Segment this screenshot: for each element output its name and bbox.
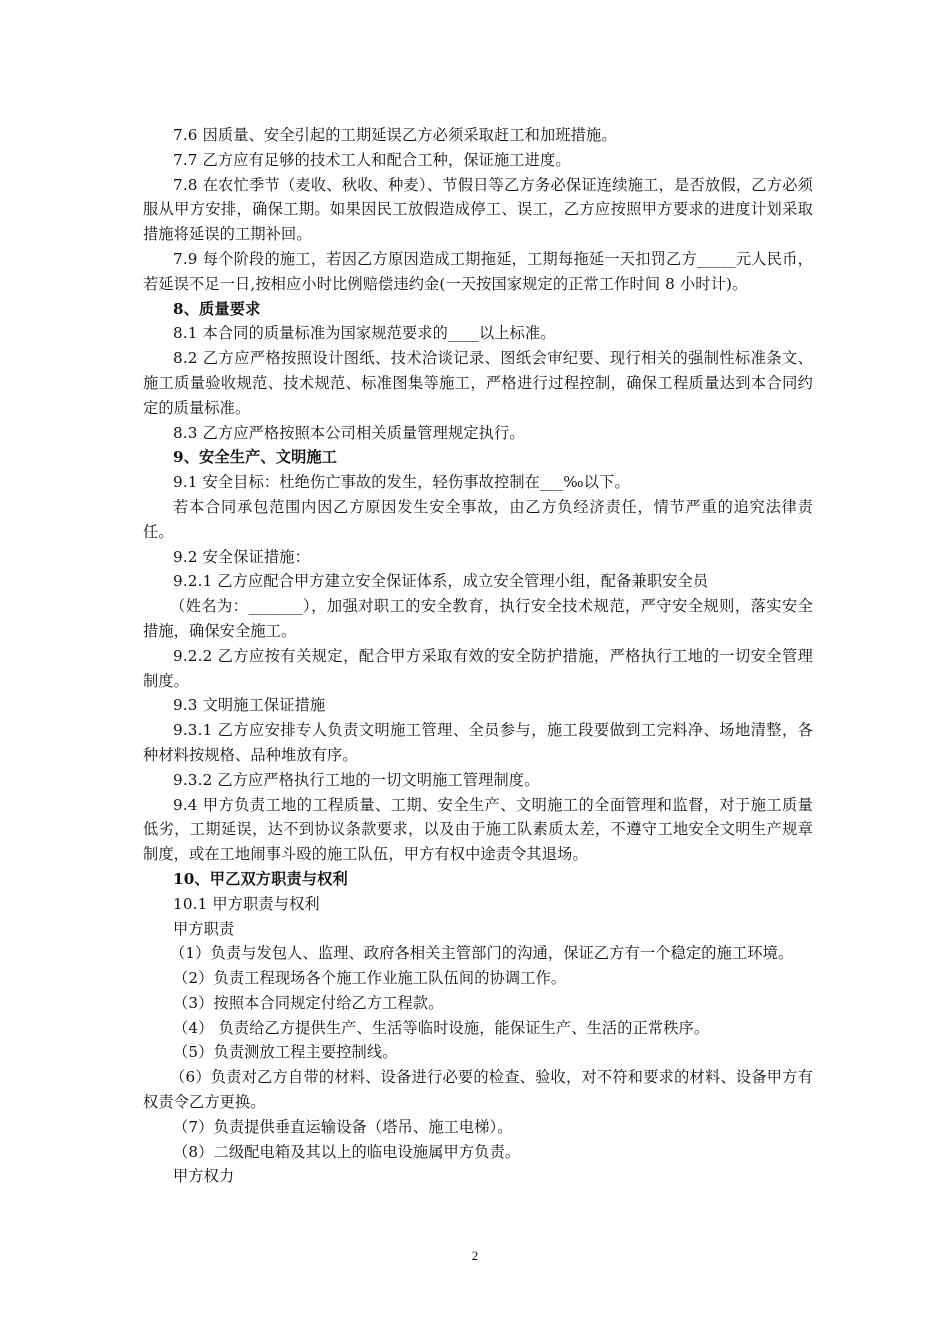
party-a-duty-4: （4） 负责给乙方提供生产、生活等临时设施，能保证生产、生活的正常秩序。 — [173, 1018, 710, 1037]
party-a-rights-heading: 甲方权力 — [173, 1167, 235, 1186]
party-a-duty-1: （1）负责与发包人、监理、政府各相关主管部门的沟通，保证乙方有一个稳定的施工环境。 — [170, 944, 794, 963]
clause-9-4: 9.4 甲方负责工地的工程质量、工期、安全生产、文明施工的全面管理和监督，对于施工质量低劣，工期延误，达不到协议条款要求，以及由于施工队素质太差，不遵守工地安全文明生产规章制度，或在工地闹事斗殴的施工队伍，甲方有权中途责令其退场。 — [143, 795, 813, 864]
clause-9-3: 9.3 文明施工保证措施 — [173, 696, 326, 715]
party-a-duty-8: （8）二级配电箱及其以上的临电设施属甲方负责。 — [173, 1142, 521, 1161]
clause-7-8: 7.8 在农忙季节（麦收、秋收、种麦）、节假日等乙方务必保证连续施工，是否放假，乙方必须服从甲方安排，确保工期。如果因民工放假造成停工、误工，乙方应按照甲方要求的进度计划采取措施将延误的工期补回。 — [143, 175, 813, 244]
clause-8-2: 8.2 乙方应严格按照设计图纸、技术洽谈记录、图纸会审纪要、现行相关的强制性标准条文、施工质量验收规范、技术规范、标准图集等施工，严格进行过程控制，确保工程质量达到本合同约定的质量标准。 — [143, 349, 813, 417]
party-a-duties-heading: 甲方职责 — [173, 919, 235, 938]
page-number: 2 — [471, 1248, 479, 1263]
clause-9-2-2: 9.2.2 乙方应按有关规定，配合甲方采取有效的安全防护措施，严格执行工地的一切安全管理制度。 — [143, 646, 813, 690]
section-heading-9: 9、安全生产、文明施工 — [173, 448, 338, 467]
clause-9-2-1-continued: （姓名为：_______），加强对职工的安全教育，执行安全技术规范，严守安全规则，落实安全措施，确保安全施工。 — [143, 597, 813, 640]
clause-7-6: 7.6 因质量、安全引起的工期延误乙方必须采取赶工和加班措施。 — [173, 126, 617, 144]
party-a-duty-7: （7）负责提供垂直运输设备（塔吊、施工电梯）。 — [173, 1117, 513, 1136]
clause-7-7: 7.7 乙方应有足够的技术工人和配合工种，保证施工进度。 — [173, 150, 571, 169]
section-heading-8: 8、质量要求 — [173, 299, 261, 318]
party-a-duty-6: （6）负责对乙方自带的材料、设备进行必要的检查、验收，对不符和要求的材料、设备甲方有权责令乙方更换。 — [143, 1068, 813, 1112]
clause-9-2-1: 9.2.1 乙方应配合甲方建立安全保证体系，成立安全管理小组，配备兼职安全员 — [173, 572, 709, 591]
clause-9-1-liability: 若本合同承包范围内因乙方原因发生安全事故，由乙方负经济责任，情节严重的追究法律责任。 — [143, 497, 813, 541]
clause-10-1: 10.1 甲方职责与权利 — [173, 894, 320, 913]
clause-9-2: 9.2 安全保证措施： — [173, 547, 310, 566]
party-a-duty-3: （3）按照本合同规定付给乙方工程款。 — [173, 993, 444, 1012]
party-a-duty-5: （5）负责测放工程主要控制线。 — [173, 1043, 398, 1062]
clause-9-3-1: 9.3.1 乙方应安排专人负责文明施工管理、全员参与，施工段要做到工完料净、场地清整，各种材料按规格、品种堆放有序。 — [143, 721, 813, 764]
party-a-duty-2: （2）负责工程现场各个施工作业施工队伍间的协调工作。 — [173, 969, 567, 988]
document-body — [143, 123, 813, 1189]
clause-8-1: 8.1 本合同的质量标准为国家规范要求的____以上标准。 — [173, 324, 556, 343]
section-heading-10: 10、甲乙双方职责与权利 — [173, 869, 348, 888]
clause-7-9: 7.9 每个阶段的施工，若因乙方原因造成工期拖延，工期每拖延一天扣罚乙方_____元人民币，若延误不足一日,按相应小时比例赔偿违约金(一天按国家规定的正常工作时间 8 小时计)。 — [143, 249, 813, 293]
clause-8-3: 8.3 乙方应严格按照本公司相关质量管理规定执行。 — [173, 423, 525, 442]
clause-9-3-2: 9.3.2 乙方应严格执行工地的一切文明施工管理制度。 — [173, 770, 540, 789]
clause-9-1: 9.1 安全目标：杜绝伤亡事故的发生，轻伤事故控制在___‰以下。 — [173, 473, 630, 492]
